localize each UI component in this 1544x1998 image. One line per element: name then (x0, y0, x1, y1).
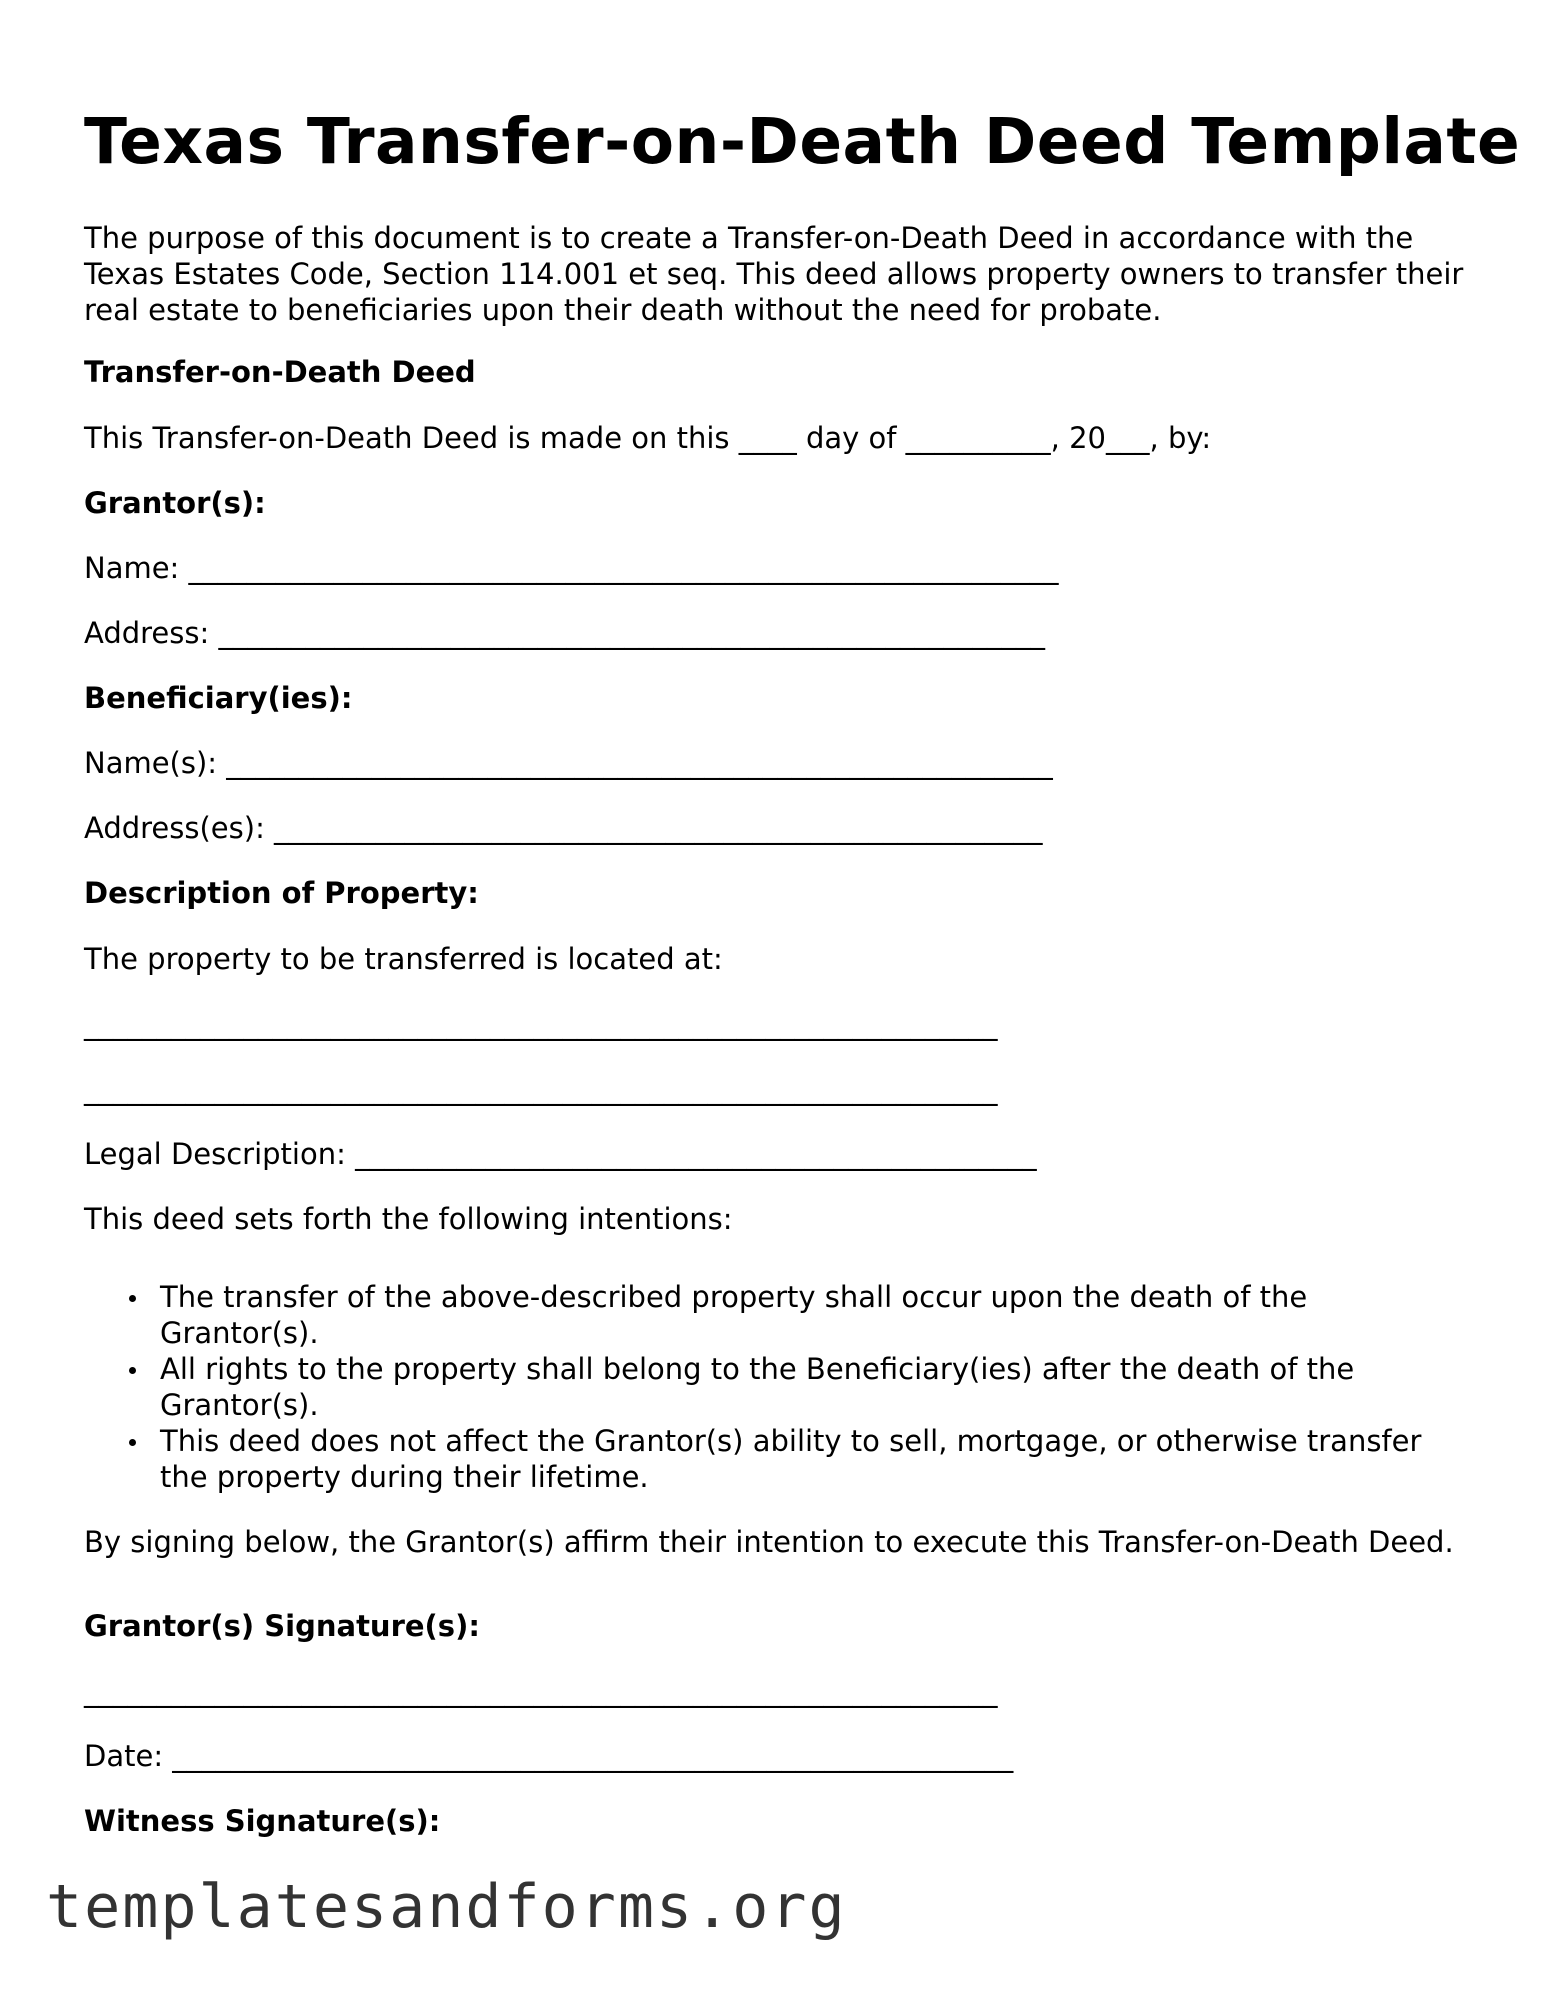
watermark: templatesandforms.org (46, 1872, 847, 1942)
property-location-line-2[interactable]: _______________________________________________________________ (84, 1072, 998, 1106)
grantor-signature-line[interactable]: _______________________________________________________________ (84, 1674, 998, 1708)
property-heading: Description of Property: (84, 876, 479, 910)
grantor-name-field[interactable]: Name: ____________________________________________________________ (84, 551, 1059, 585)
beneficiary-addresses-field[interactable]: Address(es): _____________________________________________________ (84, 811, 1043, 845)
beneficiary-names-field[interactable]: Name(s): _________________________________________________________ (84, 746, 1053, 780)
signing-statement: By signing below, the Grantor(s) affirm their intention to execute this Transfer-on-Death Deed. (84, 1525, 1454, 1559)
grantor-heading: Grantor(s): (84, 486, 266, 520)
intentions-intro: This deed sets forth the following intentions: (84, 1202, 733, 1236)
made-on-line: This Transfer-on-Death Deed is made on this ____ day of __________, 20___, by: (84, 421, 1212, 455)
list-item: This deed does not affect the Grantor(s) ability to sell, mortgage, or otherwise transfer the property during their lifetime. (84, 1423, 1424, 1495)
intentions-list (84, 1279, 1424, 1495)
intro-paragraph: The purpose of this document is to create a Transfer-on-Death Deed in accordance with the Texas Estates Code, Section 114.001 et seq. This deed allows property owners to transfer their real estate to beneficiaries upon their death without the need for probate. (84, 221, 1464, 327)
property-location-label: The property to be transferred is located at: (84, 942, 723, 976)
signature-date-field[interactable]: Date: __________________________________________________________ (84, 1739, 1014, 1773)
grantor-address-field[interactable]: Address: _________________________________________________________ (84, 616, 1045, 650)
witness-signature-heading: Witness Signature(s): (84, 1804, 441, 1838)
list-item: All rights to the property shall belong to the Beneficiary(ies) after the death of the Grantor(s). (84, 1351, 1424, 1423)
page-title: Texas Transfer-on-Death Deed Template (84, 105, 1521, 178)
beneficiary-heading: Beneficiary(ies): (84, 681, 353, 715)
property-location-line-1[interactable]: _______________________________________________________________ (84, 1007, 998, 1041)
list-item: The transfer of the above-described property shall occur upon the death of the Grantor(s). (84, 1279, 1424, 1351)
grantor-signature-heading: Grantor(s) Signature(s): (84, 1609, 480, 1643)
deed-heading: Transfer-on-Death Deed (84, 355, 476, 389)
legal-description-field[interactable]: Legal Description: _______________________________________________ (84, 1137, 1037, 1171)
